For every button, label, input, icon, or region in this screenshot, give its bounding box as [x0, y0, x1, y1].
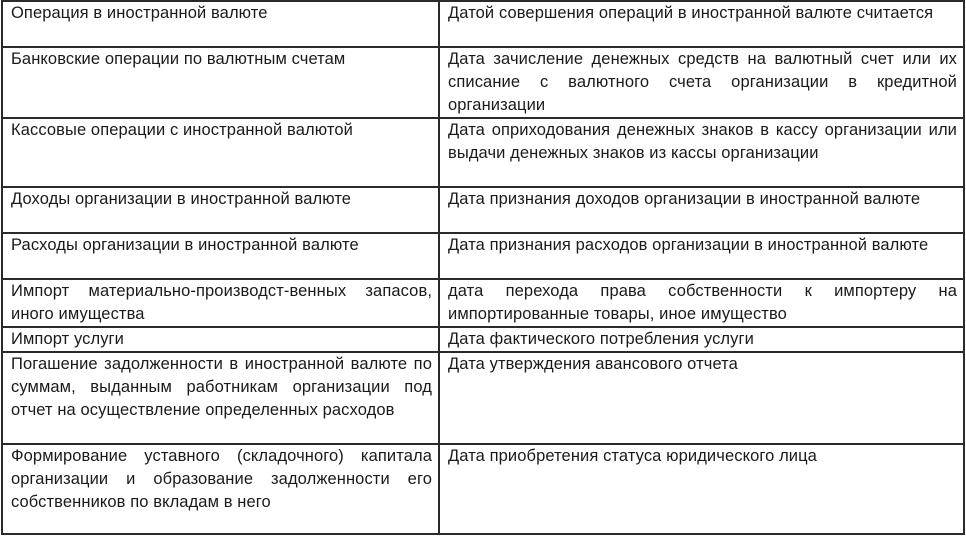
- table-row: [2, 352, 964, 444]
- operation-cell: Кассовые операции с иностранной валютой: [2, 118, 439, 187]
- operation-cell: Доходы организации в иностранной валюте: [2, 187, 439, 233]
- currency-operations-table: [1, 0, 965, 535]
- operation-cell: Операция в иностранной валюте: [2, 1, 439, 47]
- operation-cell: Импорт материально-производст-венных запасов, иного имущества: [2, 279, 439, 327]
- date-cell: Дата зачисление денежных средств на валютный счет или их списание с валютного счета организации в кредитной организации: [439, 47, 964, 118]
- date-cell: Дата признания расходов организации в иностранной валюте: [439, 233, 964, 279]
- table-row: [2, 118, 964, 187]
- table-row: [2, 47, 964, 118]
- date-cell: Дата признания доходов организации в иностранной валюте: [439, 187, 964, 233]
- date-cell: Дата приобретения статуса юридического лица: [439, 444, 964, 534]
- table-row: [2, 444, 964, 534]
- table-row: [2, 327, 964, 352]
- operation-cell: Формирование уставного (складочного) капитала организации и образование задолженности его собственников по вкладам в него: [2, 444, 439, 534]
- operation-cell: Импорт услуги: [2, 327, 439, 352]
- table-row: [2, 233, 964, 279]
- operation-cell: Банковские операции по валютным счетам: [2, 47, 439, 118]
- table-row: [2, 187, 964, 233]
- operation-cell: Погашение задолженности в иностранной валюте по суммам, выданным работникам организации под отчет на осуществление определенных расходов: [2, 352, 439, 444]
- date-cell: Дата оприходования денежных знаков в кассу организации или выдачи денежных знаков из кассы организации: [439, 118, 964, 187]
- date-cell: Дата утверждения авансового отчета: [439, 352, 964, 444]
- date-cell: Датой совершения операций в иностранной валюте считается: [439, 1, 964, 47]
- operation-cell: Расходы организации в иностранной валюте: [2, 233, 439, 279]
- table-row: [2, 279, 964, 327]
- date-cell: дата перехода права собственности к импортеру на импортированные товары, иное имущество: [439, 279, 964, 327]
- date-cell: Дата фактического потребления услуги: [439, 327, 964, 352]
- table-row: [2, 1, 964, 47]
